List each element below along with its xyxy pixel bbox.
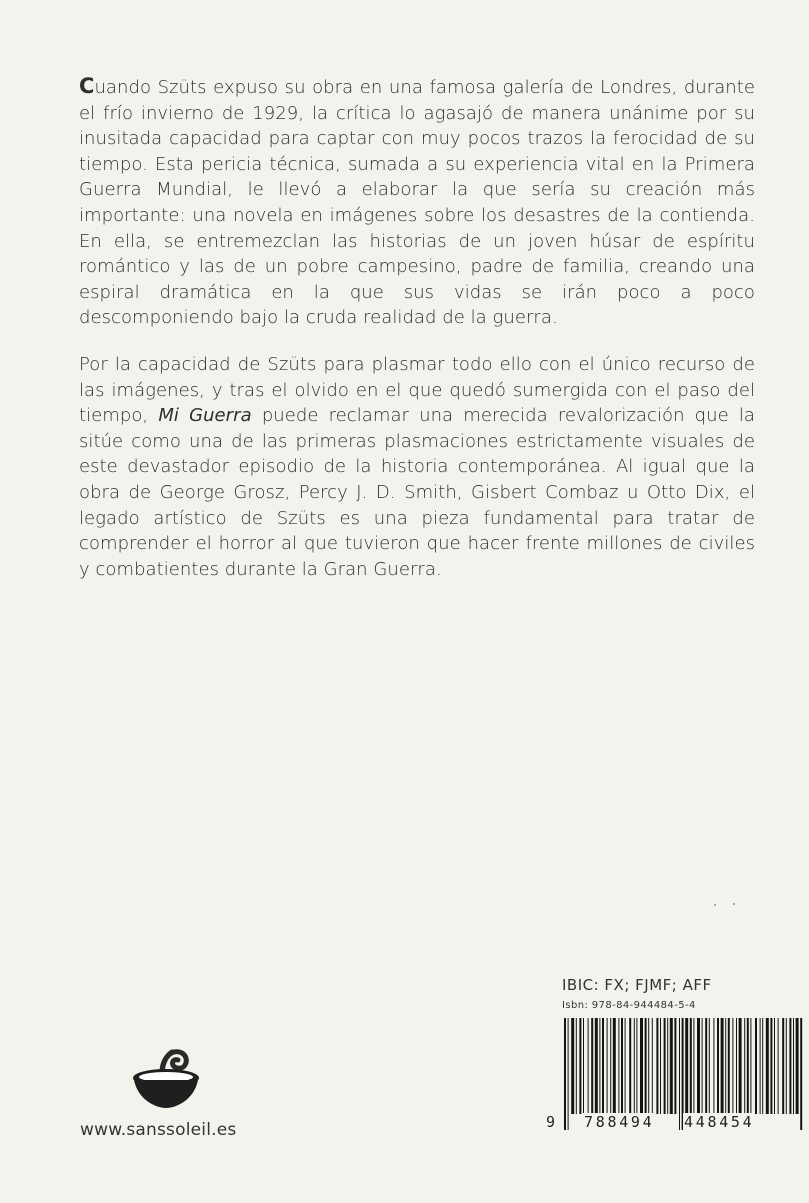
barcode-bar — [595, 1018, 598, 1114]
barcode-bar — [732, 1018, 733, 1114]
barcode-bar — [770, 1018, 772, 1114]
barcode-bar — [766, 1018, 769, 1114]
barcode-bar — [725, 1018, 726, 1114]
barcode-bar — [599, 1018, 600, 1114]
barcode-bar — [640, 1018, 643, 1114]
blurb-paragraph-1 — [79, 74, 755, 331]
barcode-bar — [736, 1018, 737, 1114]
barcode-bar — [693, 1018, 694, 1114]
barcode-bar — [610, 1018, 611, 1114]
barcode-bar — [568, 1018, 569, 1130]
barcode-bar — [796, 1018, 799, 1114]
barcode-bar — [645, 1018, 647, 1114]
publisher-website: www.sanssoleil.es — [80, 1120, 237, 1140]
blurb-text — [79, 74, 755, 603]
barcode-bar — [744, 1018, 745, 1114]
barcode-bar — [685, 1018, 688, 1114]
barcode-bar — [625, 1018, 626, 1114]
barcode-bar — [629, 1018, 631, 1114]
barcode-bar — [782, 1018, 784, 1114]
barcode-bar — [702, 1018, 703, 1114]
barcode-bar — [621, 1018, 623, 1114]
barcode-bar — [697, 1018, 700, 1114]
print-speck-marks — [712, 900, 742, 910]
barcode-bar — [656, 1018, 658, 1114]
paragraph-1-text: uando Szüts expuso su obra en una famosa galería de Londres, durante el frío invierno de 1929, la crítica lo agasajó de manera unánime por su inusitada capacidad para captar con muy pocos trazos la ferocidad de su tiempo. Esta pericia técnica, sumada a su experiencia vital en la Primera Guerra Mundial, le llevó a elaborar la que sería su creación más importante: una novela en imágenes sobre los desastres de la contienda. En ella, se entremezclan las historias de un joven húsar de espíritu romántico y las de un pobre campesino, padre de familia, creando una espiral dramática en la que sus vidas se irán poco a poco descomponiendo bajo la cruda realidad de la guerra. — [79, 77, 755, 329]
isbn-barcode — [543, 1018, 809, 1138]
barcode-bar — [713, 1018, 714, 1114]
paragraph-2-before-title: Por la capacidad de Szüts para plasmar todo ello con el único recurso de las imágenes, y tras el olvido en el que quedó sumergida con el paso del tiempo, — [79, 353, 755, 427]
barcode-bar — [564, 1018, 566, 1130]
barcode-bar — [618, 1018, 619, 1114]
barcode-bar — [664, 1018, 666, 1114]
barcode-bar — [705, 1018, 707, 1114]
ibic-codes: IBIC: FX; FJMF; AFF — [562, 976, 712, 994]
barcode-bar — [613, 1018, 616, 1114]
barcode-bar — [648, 1018, 649, 1114]
barcode-right-digits: 448454 — [684, 1113, 755, 1131]
barcode-bar — [579, 1018, 581, 1114]
barcode-bar — [755, 1018, 757, 1114]
sans-soleil-spiral-bowl-icon — [128, 1018, 204, 1110]
barcode-bar — [778, 1018, 779, 1114]
barcode-bar — [739, 1018, 742, 1114]
barcode-bar — [591, 1018, 593, 1114]
barcode-bar — [679, 1018, 680, 1130]
blurb-paragraph-2 — [79, 352, 755, 582]
barcode-left-digits: 788494 — [584, 1113, 655, 1131]
barcode-bar — [667, 1018, 668, 1114]
barcode-bar — [774, 1018, 775, 1114]
barcode-bar — [721, 1018, 724, 1114]
dropcap-letter: C — [79, 74, 95, 98]
barcode-bar — [652, 1018, 653, 1114]
barcode-bar — [717, 1018, 719, 1114]
barcode-bar — [634, 1018, 635, 1114]
book-title-italic: Mi Guerra — [158, 405, 252, 427]
barcode-bar — [793, 1018, 794, 1114]
barcode-bar — [588, 1018, 589, 1114]
barcode-bar — [660, 1018, 661, 1114]
barcode-bar — [760, 1018, 761, 1114]
barcode-bar — [750, 1018, 751, 1114]
barcode-bar — [674, 1018, 676, 1114]
barcode-bar — [786, 1018, 787, 1114]
barcode-bar — [602, 1018, 604, 1114]
barcode-bar — [728, 1018, 730, 1114]
barcode-bar — [670, 1018, 673, 1114]
barcode-bar — [800, 1018, 802, 1130]
barcode-bar — [576, 1018, 577, 1114]
barcode-bar — [709, 1018, 710, 1114]
barcode-lead-digit: 9 — [546, 1113, 558, 1131]
barcode-bar — [789, 1018, 791, 1114]
barcode-bar — [762, 1018, 763, 1114]
isbn-number: Isbn: 978-84-944484-5-4 — [562, 1000, 696, 1011]
barcode-bar — [571, 1018, 574, 1114]
barcode-bar — [747, 1018, 749, 1114]
barcode-bar — [636, 1018, 637, 1114]
barcode-bar — [583, 1018, 584, 1114]
paragraph-2-after-title: puede reclamar una merecida revalorización que la sitúe como una de las primeras plasmaciones estrictamente visuales de este devastador episodio de la historia contemporánea. Al igual que la obra de George Grosz, Percy J. D. Smith, Gisbert Combaz u Otto Dix, el legado artístico de Szüts es una pieza fundamental para tratar de comprender el horror al que tuvieron que hacer frente millones de civiles y combatientes durante la Gran Guerra. — [79, 405, 756, 580]
barcode-bar — [690, 1018, 692, 1114]
barcode-bar — [607, 1018, 608, 1114]
